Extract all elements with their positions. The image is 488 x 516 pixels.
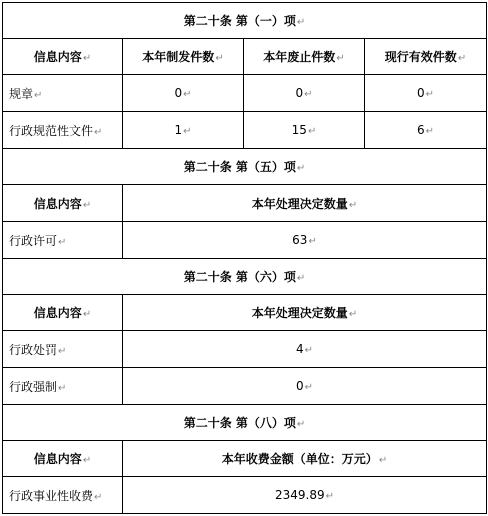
row-label: 行政事业性收费↵ <box>3 477 123 514</box>
header-cell: 本年收费金额（单位：万元）↵ <box>123 441 487 477</box>
section-title-row <box>3 259 487 295</box>
value-cell: 0↵ <box>123 368 487 405</box>
row-label: 行政许可↵ <box>3 222 123 259</box>
header-row <box>3 39 487 75</box>
value-cell: 0↵ <box>244 75 365 112</box>
row-label: 行政规范性文件↵ <box>3 112 123 149</box>
table-row <box>3 222 487 259</box>
value-cell: 15↵ <box>244 112 365 149</box>
section-title: 第二十条 第（五）项↵ <box>3 149 487 185</box>
header-cell: 现行有效件数↵ <box>365 39 487 75</box>
value-cell: 1↵ <box>123 112 244 149</box>
table-row <box>3 331 487 368</box>
row-label: 行政处罚↵ <box>3 331 123 368</box>
header-cell: 本年处理决定数量↵ <box>123 185 487 222</box>
value-cell: 63↵ <box>123 222 487 259</box>
value-cell: 0↵ <box>123 75 244 112</box>
header-cell: 本年处理决定数量↵ <box>123 295 487 331</box>
table-row <box>3 477 487 514</box>
table-row <box>3 112 487 149</box>
header-cell: 本年制发件数↵ <box>123 39 244 75</box>
header-cell: 信息内容↵ <box>3 39 123 75</box>
section-title: 第二十条 第（八）项↵ <box>3 405 487 441</box>
value-cell: 4↵ <box>123 331 487 368</box>
value-cell: 0↵ <box>365 75 487 112</box>
header-cell: 信息内容↵ <box>3 295 123 331</box>
table-row <box>3 75 487 112</box>
value-cell: 2349.89↵ <box>123 477 487 514</box>
header-row <box>3 295 487 331</box>
section-title: 第二十条 第（六）项↵ <box>3 259 487 295</box>
row-label: 规章↵ <box>3 75 123 112</box>
value-cell: 6↵ <box>365 112 487 149</box>
section-title-row <box>3 405 487 441</box>
table-row <box>3 368 487 405</box>
section-title-row <box>3 3 487 39</box>
header-cell: 信息内容↵ <box>3 441 123 477</box>
disclosure-table <box>2 2 487 514</box>
row-label: 行政强制↵ <box>3 368 123 405</box>
header-cell: 本年废止件数↵ <box>244 39 365 75</box>
header-row <box>3 185 487 222</box>
header-cell: 信息内容↵ <box>3 185 123 222</box>
section-title-row <box>3 149 487 185</box>
section-title: 第二十条 第（一）项↵ <box>3 3 487 39</box>
header-row <box>3 441 487 477</box>
